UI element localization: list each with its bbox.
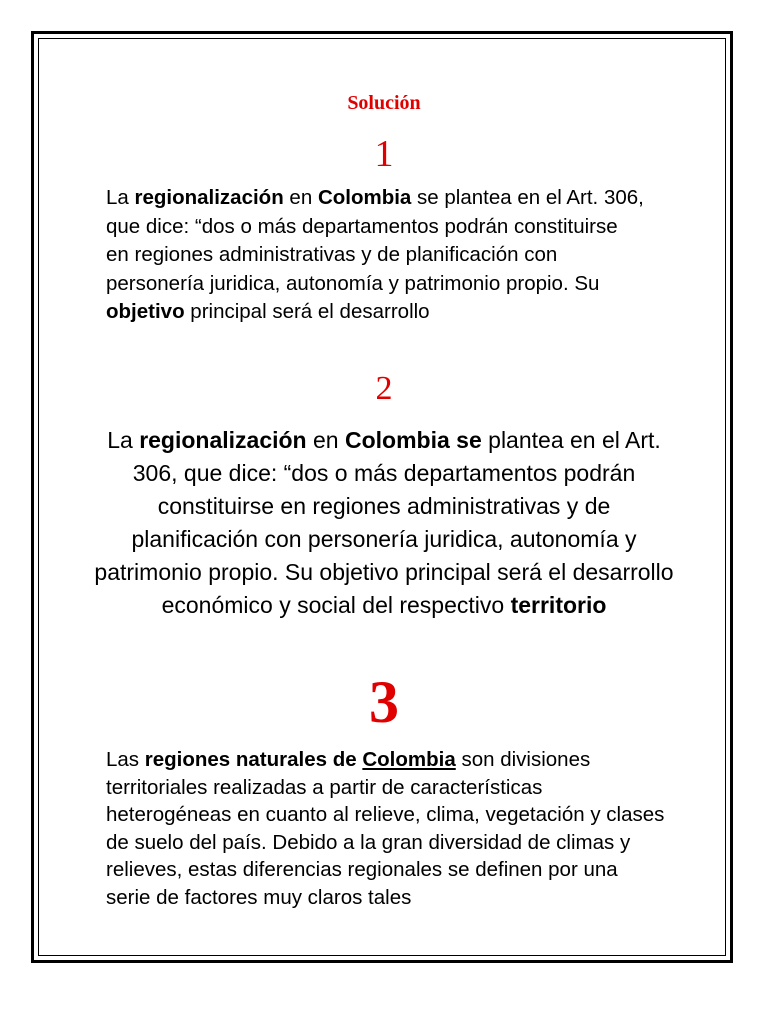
section-3-bold-1: regiones naturales de (144, 748, 363, 771)
section-2-text-1: La (107, 427, 140, 453)
section-1-text-1: La (106, 186, 135, 209)
section-3-number: 3 (369, 669, 399, 735)
section-1-bold-3: objetivo (106, 300, 185, 323)
section-2-number: 2 (375, 370, 393, 407)
section-1-number: 1 (374, 133, 394, 175)
section-1-text-2: en (283, 186, 318, 209)
section-2-bold-2: Colombia se (345, 427, 482, 453)
section-3-text-2: son divisiones territoriales realizadas a partir de características heterogéneas en cuanto al relieve, clima, vegetación y clases de suelo del país. Debido a la gran diversidad de climas y relieves, estas diferencias regionales se definen por una serie de factores muy claros tales (106, 748, 665, 909)
section-2-paragraph (92, 424, 676, 622)
section-1-text-3: se plantea en el Art. 306, que dice: “dos o más departamentos podrán constituirse en regiones administrativas y de planificación con personería juridica, autonomía y patrimonio propio. Su (106, 186, 644, 295)
section-1-bold-2: Colombia (317, 186, 412, 209)
section-1-text-4: principal será el desarrollo (184, 300, 430, 323)
section-3-text-1: Las (106, 748, 145, 771)
colombia-link[interactable]: Colombia (362, 748, 456, 771)
section-2-text-3: plantea en el Art. 306, que dice: “dos o más departamentos podrán constituirse en regiones administrativas y de planificación con personería juridica, autonomía y patrimonio propio. Su objetivo principal será el desarrollo económico y social del respectivo (94, 427, 674, 618)
section-3-paragraph (106, 746, 666, 911)
section-1-bold-1: regionalización (134, 186, 284, 209)
section-2-text-2: en (306, 427, 345, 453)
section-2-bold-1: regionalización (139, 427, 307, 453)
solution-title: Solución (347, 92, 421, 114)
section-1-paragraph (106, 184, 646, 327)
section-2-bold-3: territorio (510, 592, 607, 618)
